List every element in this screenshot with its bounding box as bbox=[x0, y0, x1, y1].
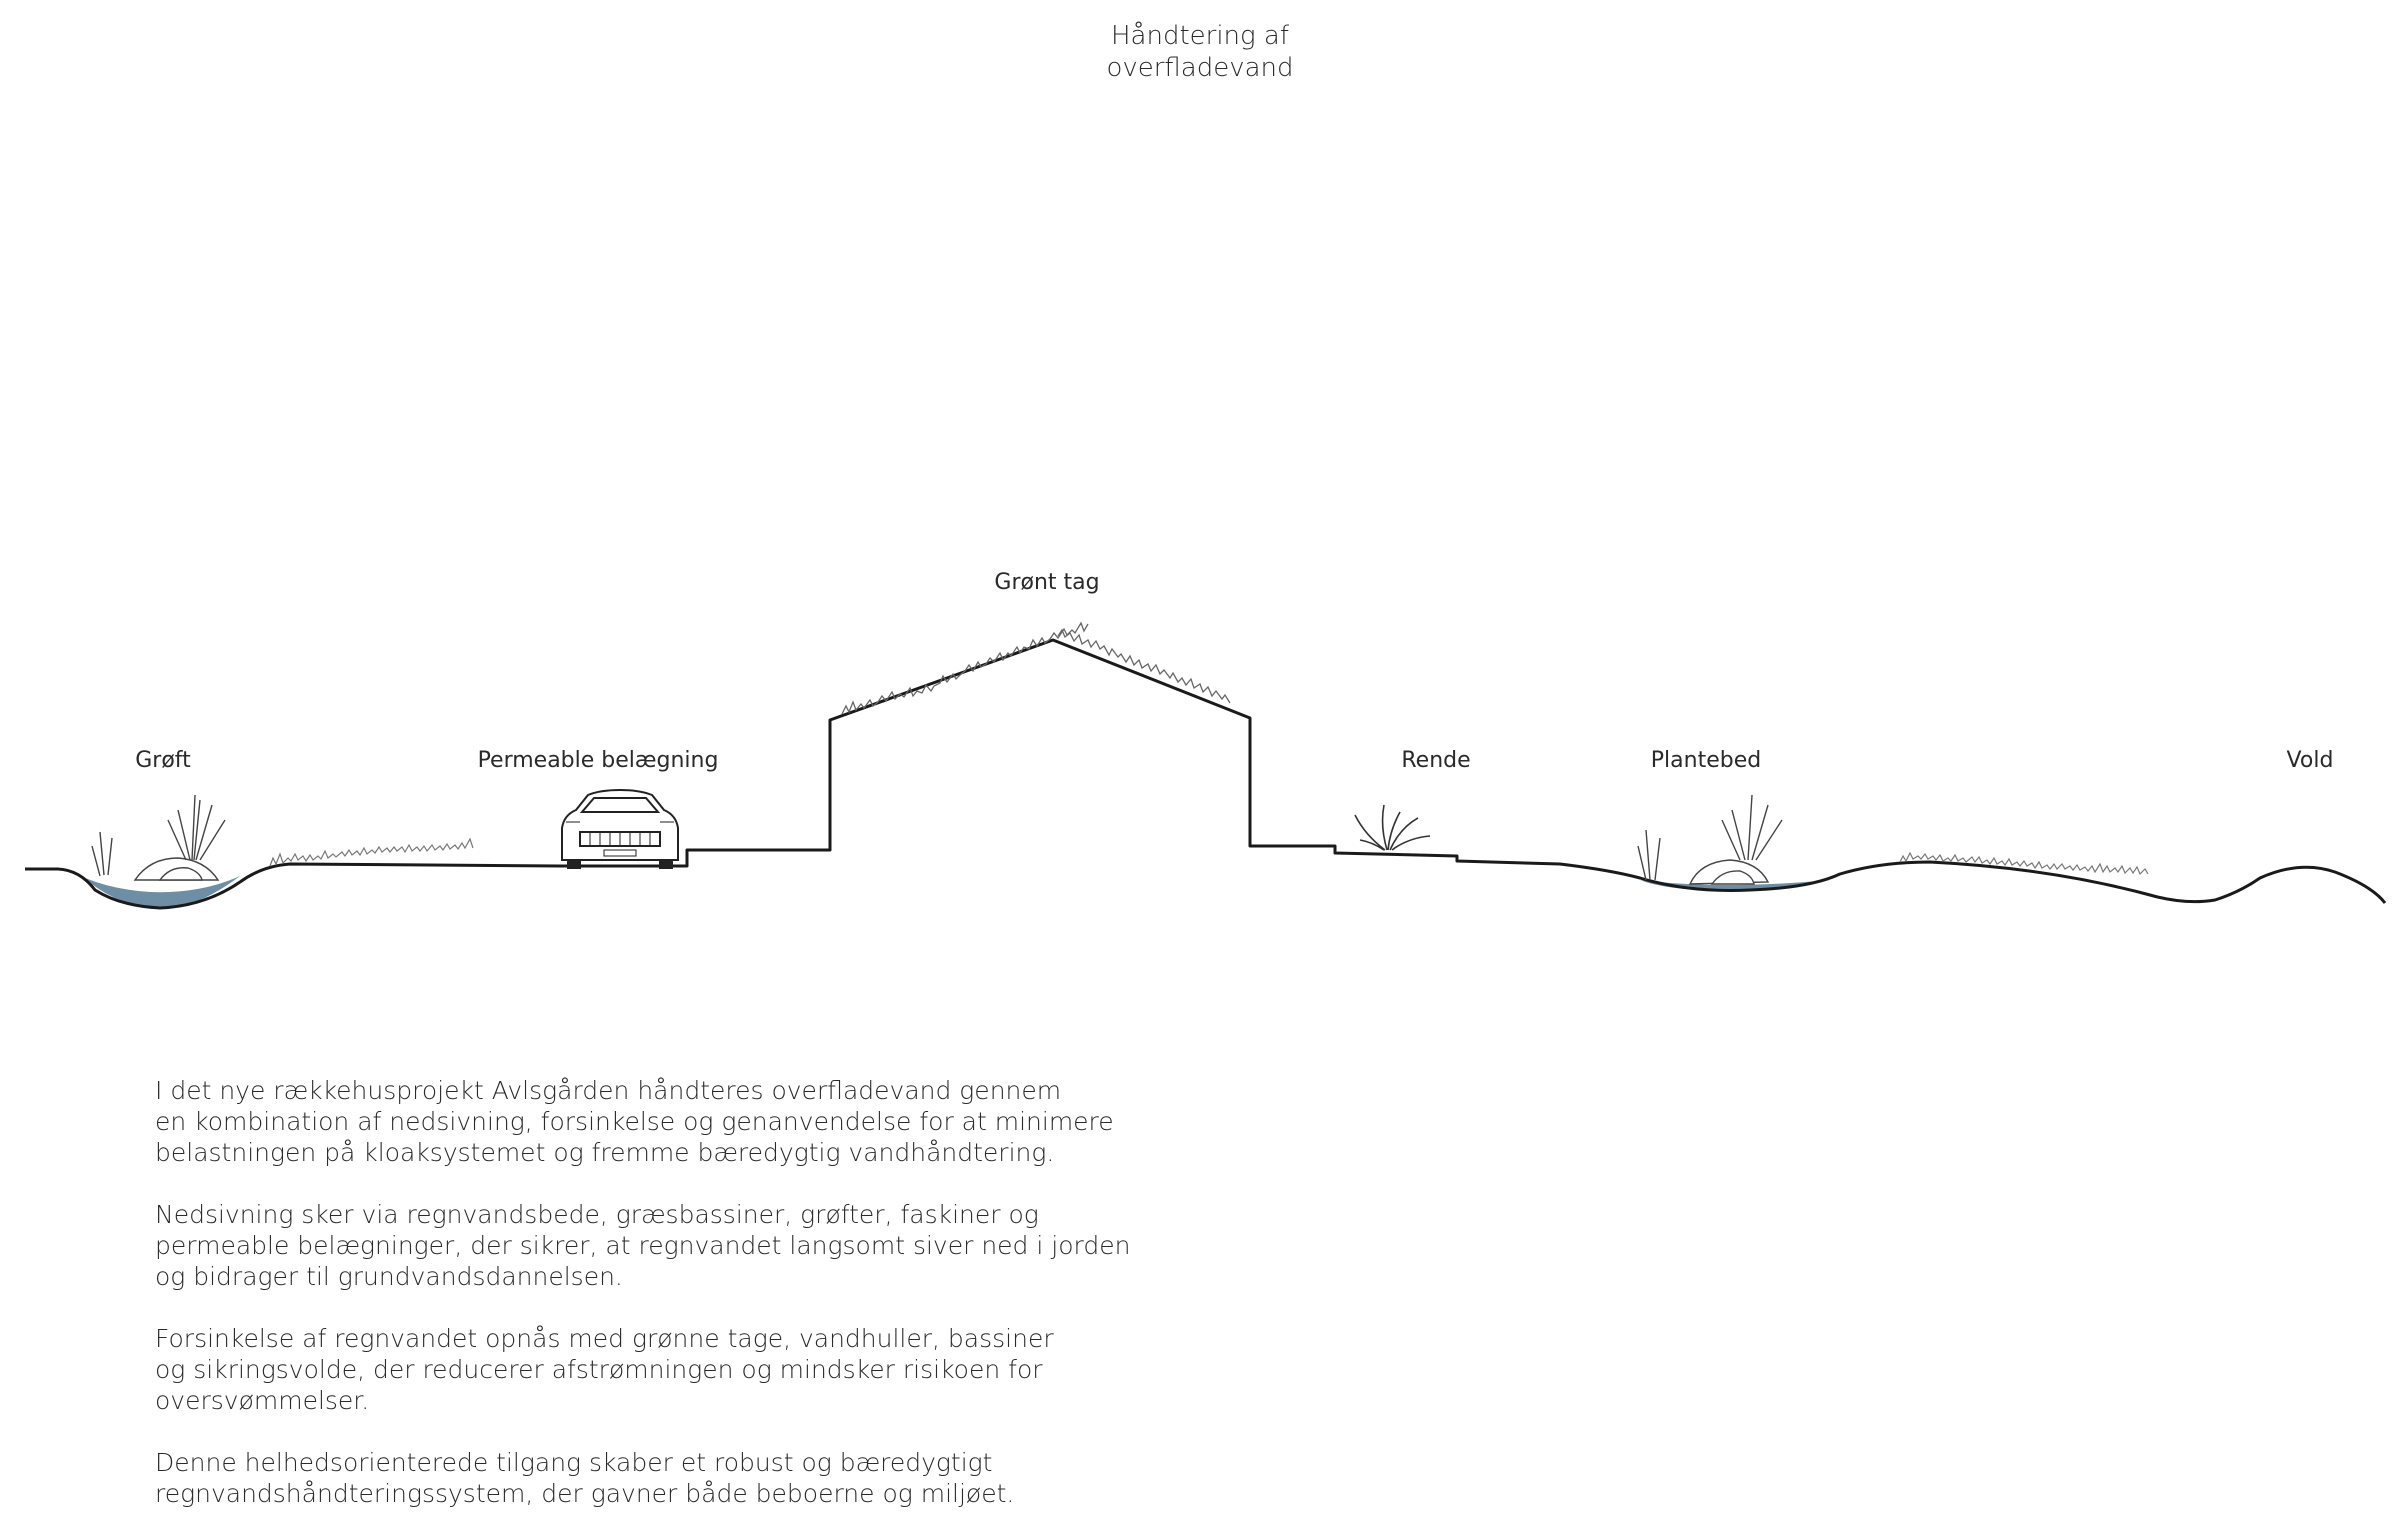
ditch-water bbox=[85, 876, 240, 908]
label-rende: Rende bbox=[1401, 748, 1471, 773]
label-vold: Vold bbox=[2286, 748, 2334, 773]
paragraph-line: og sikringsvolde, der reducerer afstrømningen og mindsker risikoen for bbox=[155, 1355, 1043, 1384]
car-windshield bbox=[582, 798, 658, 812]
label-groent-tag: Grønt tag bbox=[994, 570, 1100, 595]
paragraph-2 bbox=[155, 1199, 1255, 1292]
label-permeable: Permeable belægning bbox=[477, 748, 719, 773]
paragraph-line: og bidrager til grundvandsdannelsen. bbox=[155, 1262, 623, 1291]
paragraph-4 bbox=[155, 1447, 1255, 1509]
green-roof-vegetation-right bbox=[1058, 630, 1230, 703]
green-roof-vegetation-left bbox=[842, 623, 1088, 714]
paragraph-line: belastningen på kloaksystemet og fremme bæredygtig vandhåndtering. bbox=[155, 1138, 1055, 1167]
paragraph-3 bbox=[155, 1323, 1255, 1416]
label-plantebed: Plantebed bbox=[1650, 748, 1762, 773]
paragraph-line: I det nye rækkehusprojekt Avlsgården håndteres overfladevand gennem bbox=[155, 1076, 1062, 1105]
label-groeft: Grøft bbox=[135, 748, 191, 773]
rende-plant bbox=[1355, 805, 1430, 850]
title-line-1: Håndtering af bbox=[1110, 21, 1289, 51]
paragraph-line: oversvømmelser. bbox=[155, 1386, 370, 1415]
paragraph-line: en kombination af nedsivning, forsinkelse og genanvendelse for at minimere bbox=[155, 1107, 1114, 1136]
grass-strip bbox=[270, 839, 473, 866]
paragraph-line: Nedsivning sker via regnvandsbede, græsbassiner, grøfter, faskiner og bbox=[155, 1200, 1039, 1229]
paragraph-line: regnvandshåndteringssystem, der gavner både beboerne og miljøet. bbox=[155, 1479, 1015, 1508]
paragraph-line: Denne helhedsorienterede tilgang skaber et robust og bæredygtigt bbox=[155, 1448, 993, 1477]
title-line-2: overfladevand bbox=[1106, 53, 1294, 83]
ditch-stones-plants bbox=[92, 795, 225, 880]
paragraph-line: Forsinkelse af regnvandet opnås med grønne tage, vandhuller, bassiner bbox=[155, 1324, 1054, 1353]
paragraph-1 bbox=[155, 1075, 1255, 1168]
description-text bbox=[155, 1075, 1255, 1540]
car-icon bbox=[562, 790, 678, 868]
plantebed-stones-plants bbox=[1638, 795, 1782, 884]
paragraph-line: permeable belægninger, der sikrer, at regnvandet langsomt siver ned i jorden bbox=[155, 1231, 1131, 1260]
ground-profile bbox=[25, 640, 2385, 908]
